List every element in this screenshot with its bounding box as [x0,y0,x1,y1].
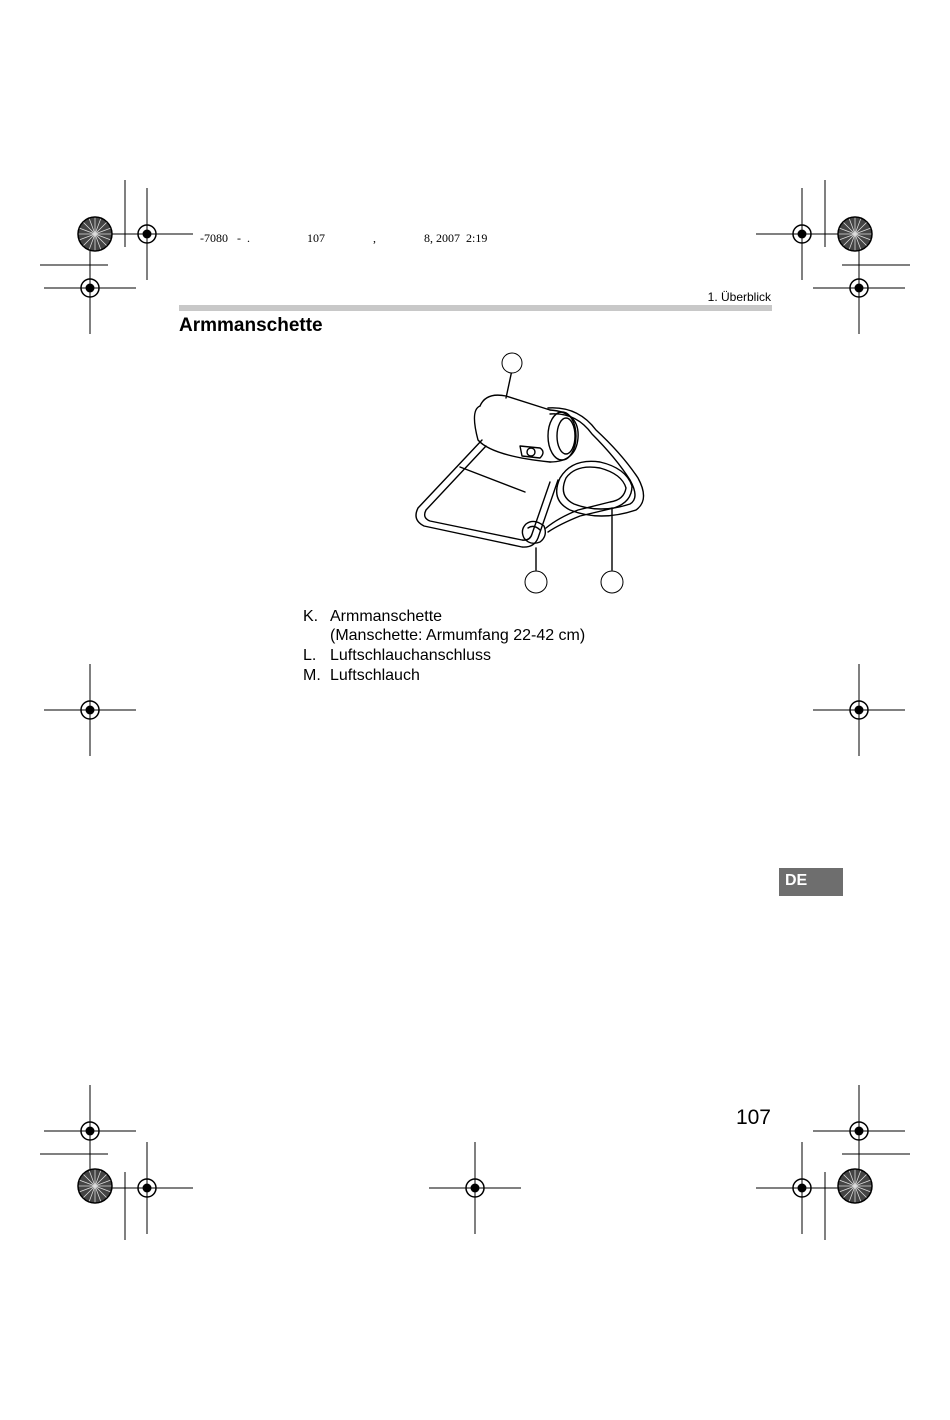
callout-l [525,571,547,593]
legend-text: Luftschlauchanschluss [330,647,491,664]
parts-legend [303,607,585,686]
callout-k [502,353,522,373]
legend-item [303,666,585,685]
header-rule [179,305,772,311]
callout-m [601,571,623,593]
page-title: Armmanschette [179,315,323,336]
section-label: 1. Überblick [707,290,771,304]
language-tab: DE [779,868,843,896]
legend-key: L. [303,647,317,664]
legend-text: Armmanschette (Manschette: Armumfang 22-42 cm) [330,608,586,644]
legend-item [303,607,585,645]
page-number: 107 [735,1106,771,1129]
legend-key: K. [303,608,319,625]
legend-key: M. [303,667,321,684]
cuff-illustration [400,350,660,600]
print-metadata-line: -7080 - . 107 , 8, 2007 2:19 [200,231,488,245]
legend-item [303,646,585,665]
legend-text: Luftschlauch [330,667,420,684]
